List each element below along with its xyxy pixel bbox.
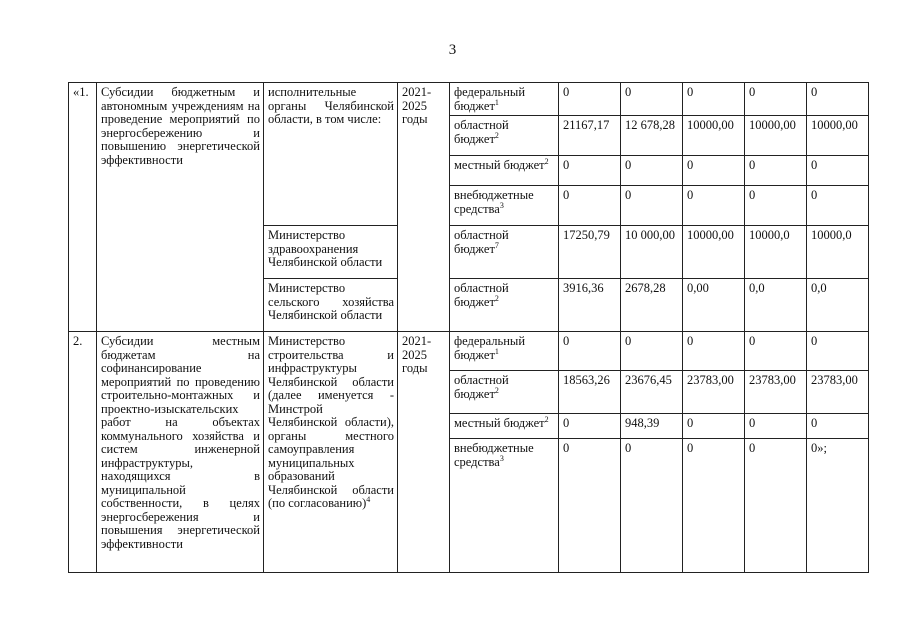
amount-2025: 10000,00 — [807, 116, 869, 156]
amount-2025: 0 — [807, 414, 869, 439]
amount-2022: 0 — [621, 83, 683, 116]
amount-2022: 0 — [621, 332, 683, 371]
amount-2024: 10000,0 — [745, 226, 807, 279]
amount-2023: 0 — [683, 83, 745, 116]
period: 2021- 2025 годы — [398, 332, 450, 573]
amount-2021: 0 — [559, 439, 621, 573]
row-number: 2. — [69, 332, 97, 573]
amount-2022: 948,39 — [621, 414, 683, 439]
amount-2022: 0 — [621, 439, 683, 573]
amount-2023: 0 — [683, 439, 745, 573]
amount-2024: 10000,00 — [745, 116, 807, 156]
executor-footnote: 4 — [366, 494, 371, 504]
amount-2025: 0 — [807, 186, 869, 226]
footnote-mark: 3 — [499, 453, 504, 463]
funding-source-label: федеральный бюджет — [454, 85, 526, 113]
amount-2021: 21167,17 — [559, 116, 621, 156]
executor — [264, 83, 398, 226]
amount-2022: 12 678,28 — [621, 116, 683, 156]
funding-source — [450, 156, 559, 186]
funding-source-label: областной бюджет — [454, 118, 509, 146]
amount-2023: 0 — [683, 156, 745, 186]
amount-2024: 0 — [745, 414, 807, 439]
amount-2025: 0»; — [807, 439, 869, 573]
amount-2024: 0 — [745, 156, 807, 186]
funding-source — [450, 414, 559, 439]
amount-2025: 0,0 — [807, 279, 869, 332]
funding-source-label: областной бюджет — [454, 373, 509, 401]
footnote-mark: 2 — [544, 414, 549, 424]
amount-2024: 0 — [745, 332, 807, 371]
funding-source — [450, 186, 559, 226]
amount-2025: 0 — [807, 83, 869, 116]
funding-source — [450, 332, 559, 371]
subsidies-table — [68, 82, 869, 573]
table-row — [69, 83, 869, 116]
amount-2024: 0,0 — [745, 279, 807, 332]
amount-2024: 23783,00 — [745, 371, 807, 414]
footnote-mark: 2 — [544, 156, 549, 166]
amount-2023: 23783,00 — [683, 371, 745, 414]
amount-2021: 18563,26 — [559, 371, 621, 414]
page-number: 3 — [448, 42, 457, 58]
amount-2021: 3916,36 — [559, 279, 621, 332]
period: 2021- 2025 годы — [398, 83, 450, 332]
funding-source-label: внебюджетные средства — [454, 188, 534, 216]
amount-2022: 2678,28 — [621, 279, 683, 332]
amount-2025: 0 — [807, 332, 869, 371]
funding-source — [450, 226, 559, 279]
amount-2021: 0 — [559, 332, 621, 371]
amount-2022: 0 — [621, 156, 683, 186]
footnote-mark: 1 — [494, 97, 499, 107]
executor-text: Министерство сельского хозяйства Челябинской области — [268, 281, 394, 322]
amount-2023: 0,00 — [683, 279, 745, 332]
amount-2022: 23676,45 — [621, 371, 683, 414]
amount-2021: 0 — [559, 186, 621, 226]
footnote-mark: 3 — [499, 200, 504, 210]
amount-2024: 0 — [745, 439, 807, 573]
amount-2025: 23783,00 — [807, 371, 869, 414]
funding-source — [450, 279, 559, 332]
row-number: «1. — [69, 83, 97, 332]
funding-source-label: местный бюджет — [454, 416, 545, 430]
amount-2025: 10000,0 — [807, 226, 869, 279]
footnote-mark: 7 — [494, 240, 499, 250]
amount-2023: 0 — [683, 186, 745, 226]
funding-source-label: областной бюджет — [454, 281, 509, 309]
executor-text: Министерство строительства и инфраструктуры Челябинской области (далее именуется - Минстрой Челябинской области), органы местного самоуправления муниципальных образований Челябинской области (по согласованию) — [268, 334, 394, 510]
amount-2021: 0 — [559, 83, 621, 116]
table-row — [69, 332, 869, 371]
executor — [264, 279, 398, 332]
footnote-mark: 2 — [494, 130, 499, 140]
amount-2021: 17250,79 — [559, 226, 621, 279]
amount-2024: 0 — [745, 83, 807, 116]
amount-2023: 0 — [683, 414, 745, 439]
footnote-mark: 2 — [494, 385, 499, 395]
amount-2024: 0 — [745, 186, 807, 226]
funding-source — [450, 83, 559, 116]
amount-2025: 0 — [807, 156, 869, 186]
measure-name: Субсидии местным бюджетам на софинансирование мероприятий по проведению строительно-монтажных и проектно-изыскательских работ на объектах коммунального хозяйства и систем инженерной инфраструктуры, находящихся в муниципальной собственности, в целях энергосбережения и повышения энергетической эффективности — [97, 332, 264, 573]
amount-2021: 0 — [559, 414, 621, 439]
funding-source — [450, 439, 559, 573]
amount-2021: 0 — [559, 156, 621, 186]
amount-2022: 0 — [621, 186, 683, 226]
footnote-mark: 2 — [494, 293, 499, 303]
executor — [264, 226, 398, 279]
amount-2023: 10000,00 — [683, 116, 745, 156]
amount-2022: 10 000,00 — [621, 226, 683, 279]
amount-2023: 0 — [683, 332, 745, 371]
funding-source-label: внебюджетные средства — [454, 441, 534, 469]
measure-name: Субсидии бюджетным и автономным учреждениям на проведение мероприятий по энергосбережению и повышению энергетической эффективности — [97, 83, 264, 332]
executor — [264, 332, 398, 573]
funding-source-label: местный бюджет — [454, 158, 545, 172]
executor-text: Министерство здравоохранения Челябинской области — [268, 228, 383, 269]
amount-2023: 10000,00 — [683, 226, 745, 279]
footnote-mark: 1 — [494, 346, 499, 356]
funding-source — [450, 116, 559, 156]
funding-source-label: федеральный бюджет — [454, 334, 526, 362]
executor-text: исполнительные органы Челябинской области, в том числе: — [268, 85, 394, 126]
funding-source — [450, 371, 559, 414]
funding-source-label: областной бюджет — [454, 228, 509, 256]
